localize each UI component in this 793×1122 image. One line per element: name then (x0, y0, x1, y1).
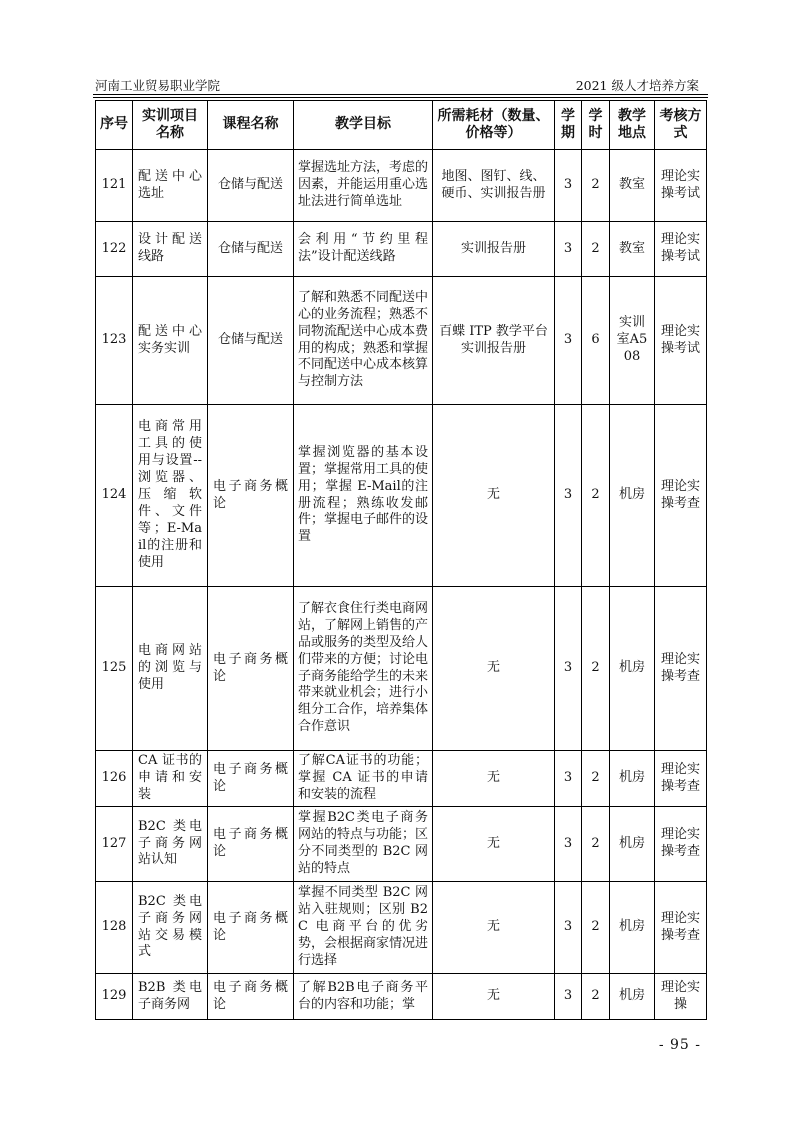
cell-goal: 了解和熟悉不同配送中心的业务流程；熟悉不同物流配送中心成本费用的构成；熟悉和掌握不同配送中心成本核算与控制方法 (294, 277, 433, 405)
col-header-goal: 教学目标 (294, 101, 433, 150)
cell-no: 126 (96, 751, 133, 807)
cell-place: 教室 (610, 222, 655, 277)
cell-assess: 理论实操考查 (655, 807, 707, 882)
col-header-no: 序号 (96, 101, 133, 150)
cell-assess: 理论实操考查 (655, 405, 707, 587)
cell-materials: 无 (433, 882, 555, 974)
cell-place: 机房 (610, 882, 655, 974)
col-header-materials: 所需耗材（数量、价格等） (433, 101, 555, 150)
cell-materials: 无 (433, 807, 555, 882)
cell-materials: 无 (433, 751, 555, 807)
cell-goal: 掌握浏览器的基本设置；掌握常用工具的使用；掌握 E-Mail的注册流程；熟练收发邮件；掌握电子邮件的设置 (294, 405, 433, 587)
cell-name: B2B 类电子商务网 (133, 974, 208, 1020)
cell-place: 机房 (610, 807, 655, 882)
cell-assess: 理论实操考试 (655, 150, 707, 222)
cell-name: B2C 类电子商务网站认知 (133, 807, 208, 882)
table-row (96, 405, 707, 587)
cell-assess: 理论实操考试 (655, 222, 707, 277)
cell-term: 3 (555, 974, 582, 1020)
cell-place: 教室 (610, 150, 655, 222)
cell-term: 3 (555, 405, 582, 587)
cell-hours: 2 (582, 587, 610, 751)
cell-name: B2C 类电子商务网站交易模式 (133, 882, 208, 974)
table-header-row (96, 101, 707, 150)
cell-term: 3 (555, 807, 582, 882)
col-header-assess: 考核方式 (655, 101, 707, 150)
cell-term: 3 (555, 150, 582, 222)
cell-hours: 6 (582, 277, 610, 405)
cell-course: 电子商务概论 (208, 405, 294, 587)
cell-name: 配送中心实务实训 (133, 277, 208, 405)
cell-goal: 掌握B2C类电子商务网站的特点与功能；区分不同类型的 B2C 网站的特点 (294, 807, 433, 882)
cell-term: 3 (555, 751, 582, 807)
col-header-name: 实训项目名称 (133, 101, 208, 150)
cell-course: 电子商务概论 (208, 974, 294, 1020)
cell-hours: 2 (582, 974, 610, 1020)
table-row (96, 222, 707, 277)
col-header-hours: 学时 (582, 101, 610, 150)
cell-hours: 2 (582, 405, 610, 587)
cell-name: 设计配送线路 (133, 222, 208, 277)
training-table (95, 100, 707, 1020)
col-header-term: 学期 (555, 101, 582, 150)
cell-materials: 无 (433, 587, 555, 751)
header-rule (93, 94, 708, 95)
cell-term: 3 (555, 222, 582, 277)
cell-place: 机房 (610, 751, 655, 807)
cell-goal: 了解衣食住行类电商网站，了解网上销售的产品或服务的类型及给人们带来的方便；讨论电子商务能给学生的未来带来就业机会；进行小组分工合作，培养集体合作意识 (294, 587, 433, 751)
cell-hours: 2 (582, 807, 610, 882)
cell-materials: 无 (433, 974, 555, 1020)
table-row (96, 751, 707, 807)
cell-name: 电商常用工具的使用与设置-- 浏览器、压缩软件、文件等；E-Mail的注册和使用 (133, 405, 208, 587)
cell-term: 3 (555, 882, 582, 974)
cell-assess: 理论实操考试 (655, 277, 707, 405)
cell-goal: 了解B2B电子商务平台的内容和功能；掌 (294, 974, 433, 1020)
cell-course: 电子商务概论 (208, 882, 294, 974)
cell-no: 124 (96, 405, 133, 587)
header-rule-thin (93, 97, 708, 98)
cell-no: 128 (96, 882, 133, 974)
cell-no: 125 (96, 587, 133, 751)
cell-no: 123 (96, 277, 133, 405)
cell-materials: 地图、图钉、线、硬币、实训报告册 (433, 150, 555, 222)
cell-name: 配送中心选址 (133, 150, 208, 222)
cell-term: 3 (555, 277, 582, 405)
cell-hours: 2 (582, 222, 610, 277)
table-row (96, 277, 707, 405)
cell-no: 121 (96, 150, 133, 222)
col-header-place: 教学地点 (610, 101, 655, 150)
cell-term: 3 (555, 587, 582, 751)
cell-place: 实训室A508 (610, 277, 655, 405)
cell-no: 122 (96, 222, 133, 277)
page-number: - 95 - (658, 1037, 701, 1053)
header-school: 河南工业贸易职业学院 (95, 78, 221, 93)
cell-name: CA 证书的申请和安装 (133, 751, 208, 807)
cell-course: 电子商务概论 (208, 807, 294, 882)
cell-place: 机房 (610, 587, 655, 751)
cell-assess: 理论实操 (655, 974, 707, 1020)
cell-course: 仓储与配送 (208, 277, 294, 405)
cell-course: 仓储与配送 (208, 222, 294, 277)
cell-assess: 理论实操考查 (655, 587, 707, 751)
cell-hours: 2 (582, 150, 610, 222)
table-row (96, 587, 707, 751)
col-header-course: 课程名称 (208, 101, 294, 150)
cell-goal: 会利用“节约里程法”设计配送线路 (294, 222, 433, 277)
cell-materials: 实训报告册 (433, 222, 555, 277)
table-row (96, 150, 707, 222)
cell-hours: 2 (582, 882, 610, 974)
cell-assess: 理论实操考查 (655, 882, 707, 974)
table-row (96, 974, 707, 1020)
cell-place: 机房 (610, 405, 655, 587)
cell-no: 129 (96, 974, 133, 1020)
cell-hours: 2 (582, 751, 610, 807)
cell-assess: 理论实操考查 (655, 751, 707, 807)
cell-course: 电子商务概论 (208, 587, 294, 751)
cell-goal: 掌握选址方法，考虑的因素，并能运用重心选址法进行简单选址 (294, 150, 433, 222)
cell-goal: 了解CA证书的功能；掌握 CA 证书的申请和安装的流程 (294, 751, 433, 807)
cell-course: 电子商务概论 (208, 751, 294, 807)
cell-name: 电商网站的浏览与使用 (133, 587, 208, 751)
cell-materials: 百蝶 ITP 教学平台实训报告册 (433, 277, 555, 405)
cell-place: 机房 (610, 974, 655, 1020)
table-row (96, 807, 707, 882)
table-row (96, 882, 707, 974)
cell-no: 127 (96, 807, 133, 882)
cell-goal: 掌握不同类型 B2C 网站入驻规则；区别 B2C 电商平台的优劣势，会根据商家情况进行选择 (294, 882, 433, 974)
header-doc-title: 2021 级人才培养方案 (575, 78, 699, 93)
cell-course: 仓储与配送 (208, 150, 294, 222)
cell-materials: 无 (433, 405, 555, 587)
